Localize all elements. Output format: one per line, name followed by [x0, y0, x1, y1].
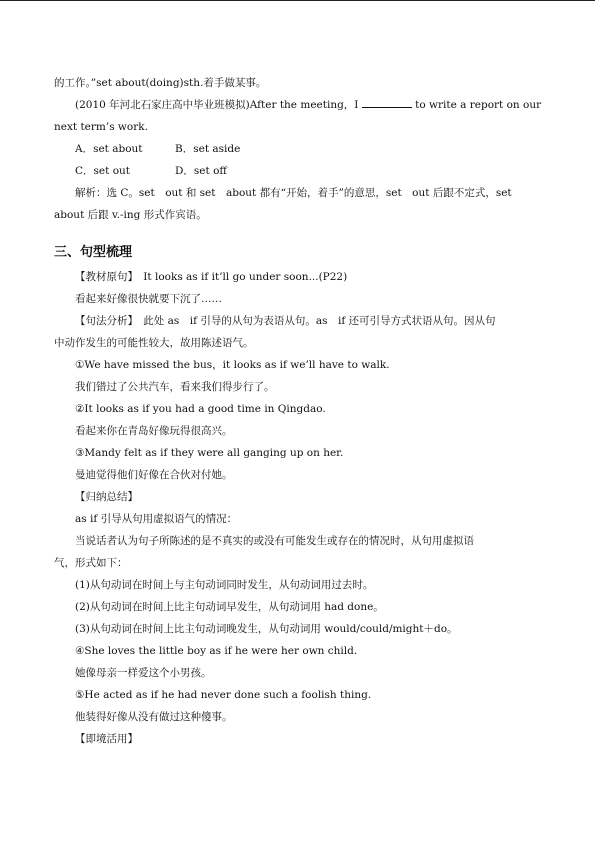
text-line: as if 引导从句用虚拟语气的情况：: [75, 513, 238, 525]
question-line: [54, 94, 542, 116]
text-line: 的工作。”set about(doing)sth.着手做某事。: [54, 77, 267, 89]
text-line: ①We have missed the bus，it looks as if we’ll have to walk.: [75, 359, 390, 371]
text-line: ③Mandy felt as if they were all ganging up on her.: [75, 447, 344, 459]
text-line: (1)从句动词在时间上与主句动词同时发生，从句动词用过去时。: [75, 579, 374, 591]
text-line: 他装得好像从没有做过这种傻事。: [75, 711, 233, 723]
document-page: [54, 72, 542, 750]
answer-blank: [362, 97, 412, 108]
options-row: [54, 138, 542, 160]
explanation-line: about 后跟 v.-ing 形式作宾语。: [54, 209, 207, 221]
header-rule: [0, 0, 595, 1]
text-line: 【即境活用】: [75, 733, 138, 745]
text-line: 中动作发生的可能性较大，故用陈述语气。: [54, 337, 254, 349]
option-b: B．set aside: [175, 143, 241, 155]
option-d: D．set off: [175, 165, 227, 177]
text-line: (2)从句动词在时间上比主句动词早发生，从句动词用 had done。: [75, 601, 384, 613]
text-line: 【句法分析】 此处 as if 引导的从句为表语从句。as if 还可引导方式状语从句。因从句: [75, 315, 496, 327]
options-row: [54, 160, 542, 182]
question-text: (2010 年河北石家庄高中毕业班模拟)After the meeting，I: [75, 99, 362, 111]
text-line: 当说话者认为句子所陈述的是不真实的或没有可能发生或存在的情况时，从句用虚拟语: [75, 535, 474, 547]
text-line: 她像母亲一样爱这个小男孩。: [75, 667, 212, 679]
text-line: 【归纳总结】: [75, 491, 138, 503]
explanation-line: 解析：选 C。set out 和 set about 都有“开始，着手”的意思，set out 后跟不定式，set: [75, 187, 512, 199]
question-text: to write a report on our: [411, 99, 542, 111]
text-line: 【教材原句】 It looks as if it’ll go under soon...(P22): [75, 271, 348, 283]
text-line: 气，形式如下：: [54, 557, 128, 569]
text-line: (3)从句动词在时间上比主句动词晚发生，从句动词用 would/could/might＋do。: [75, 623, 458, 635]
option-c: C．set out: [75, 165, 130, 177]
text-line: 看起来你在青岛好像玩得很高兴。: [75, 425, 233, 437]
option-a: A．set about: [75, 143, 143, 155]
text-line: 看起来好像很快就要下沉了……: [75, 293, 222, 305]
text-line: 曼迪觉得他们好像在合伙对付她。: [75, 469, 233, 481]
text-line: ②It looks as if you had a good time in Qingdao.: [75, 403, 326, 415]
question-line: next term’s work.: [54, 121, 148, 133]
text-line: 我们错过了公共汽车，看来我们得步行了。: [75, 381, 275, 393]
text-line: ⑤He acted as if he had never done such a foolish thing.: [75, 689, 372, 701]
text-line: ④She loves the little boy as if he were her own child.: [75, 645, 358, 657]
section-title: 三、句型梳理: [54, 245, 133, 260]
